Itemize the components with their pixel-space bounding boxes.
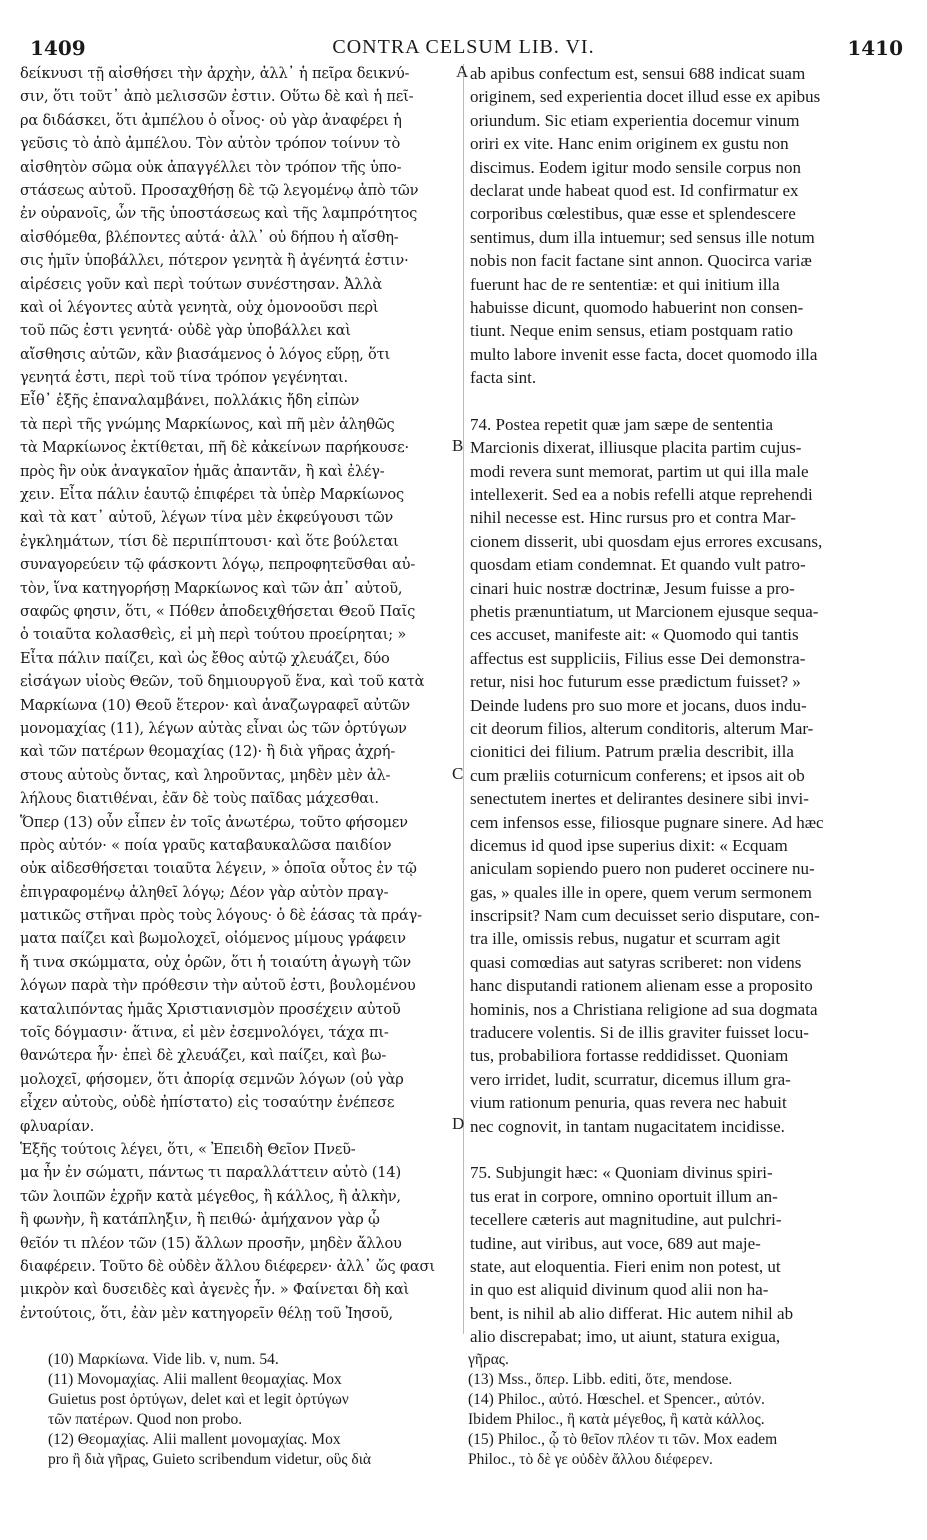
section-marker-c: C [452,764,464,783]
greek-text-line: ρα διδάσκει, ὅτι ἀμπέλου ὁ οἶνος· οὐ γὰρ ἀναφέρει ἡ [20,111,402,129]
footnote-line: (14) Philoc., αὐτό. Hœschel. et Spencer., αὐτόν. [468,1391,765,1408]
latin-text-line: in quo est aliquid divinum quod alii non ha- [470,1280,769,1300]
section-marker-b: B [452,436,464,455]
greek-text-line: θανώτερα ἦν· ἐπεὶ δὲ χλευάζει, καὶ παίζει, καὶ βω- [20,1047,387,1065]
latin-text-line: tra ille, omissis rebus, nugatur et scurram agit [470,929,781,949]
greek-text-line: εἰσάγων υἱοὺς Θεῶν, τοῦ δημιουργοῦ ἕνα, καὶ τοῦ κατὰ [20,673,425,691]
paragraph-gap [470,1138,910,1161]
greek-column [20,62,458,1325]
column-divider [463,64,464,1334]
greek-text-line: τῶν λοιπῶν ἐχρῆν κατὰ μέγεθος, ἢ κάλλος, ἢ ἀλκὴν, [20,1187,401,1205]
latin-text-line: quosdam etiam condemnat. Et quando vult patro- [470,555,806,575]
latin-column [470,62,910,1348]
greek-text-line: μολοχεῖ, φήσομεν, ὅτι ἀπορίᾳ σεμνῶν λόγων (οὐ γὰρ [20,1070,404,1088]
footnote-line: (11) Μονομαχίας. Alii mallent θεομαχίας. Mox [48,1371,342,1388]
latin-text-line: cum præliis coturnicum conferens; et ipsos ait ob [470,765,805,785]
greek-text-line: ἐπιγραφομένῳ ἀληθεῖ λόγῳ; Δέον γὰρ αὐτὸν πραγ- [20,883,389,901]
greek-text-line: τὰ Μαρκίωνος ἐκτίθεται, πῆ δὲ κἀκείνων παρήκουσε· [20,439,409,457]
running-title: CONTRA CELSUM LIB. VI. [332,36,595,58]
greek-text-line: σις ἡμῖν ὑποβάλλει, πότερον γενητὰ ἢ ἀγένητά ἐστιν· [20,252,409,270]
footnote-line: (10) Μαρκίωνα. Vide lib. v, num. 54. [48,1351,279,1368]
greek-text-line: αἰσθόμεθα, βλέποντες αὐτά· ἀλλ᾽ οὐ δήπου ἡ αἴσθη- [20,228,399,246]
greek-text-line: Εἶθ᾽ ἑξῆς ἐπαναλαμβάνει, πολλάκις ἤδη εἰπὼν [20,392,360,410]
greek-text-line: καταλιπόντας ἡμᾶς Χριστιανισμὸν προσέχειν αὐτοῦ [20,1000,401,1018]
latin-text-line: oriundum. Sic etiam experientia docemur vinum [470,110,800,130]
greek-text-line: καὶ τῶν πατέρων θεομαχίας (12)· ἢ διὰ γῆρας ἀχρή- [20,743,396,761]
latin-text-line: vero irridet, ludit, scurratur, dicemus illum gra- [470,1069,791,1089]
latin-text-line: nobis non facit factane sint annon. Quocirca variæ [470,251,812,271]
paragraph-gap [470,389,910,412]
footnotes-left [48,1350,468,1470]
latin-text-line: traducere volentis. Si de illis graviter fuisset locu- [470,1023,809,1043]
greek-text-line: πρὸς αὐτόν· « ποία γραῦς καταβαυκαλῶσα παιδίον [20,836,392,854]
greek-text-line: μικρὸν καὶ δυσειδὲς καὶ ἀγενὲς ἦν. » Φαίνεται δὴ καὶ [20,1281,410,1299]
latin-text-line: cionem disserit, ubi quosdam ejus errores excusans, [470,531,823,551]
greek-text-line: τοῦ πῶς ἐστι γενητά· οὐδὲ γὰρ ὑποβάλλει καὶ [20,322,351,340]
latin-text-line: quasi comœdias aut satyras scriberet: non videns [470,952,802,972]
latin-text-line: sentimus, dum illa intuemur; sed sensus ille notum [470,227,815,247]
footnote-line: Guietus post ὀρτύγων, delet καὶ et legit ὀρτύγων [48,1391,349,1408]
latin-text-line: inscripsit? Nam cum decuisset serio disputare, con- [470,906,820,926]
greek-text-line: λήλους διατιθέναι, ἐᾶν δὲ τοὺς παῖδας μάχεσθαι. [20,790,379,808]
latin-text-line: tus erat in corpore, omnino oportuit illum an- [470,1186,778,1206]
greek-text-line: ἐν οὐρανοῖς, ὧν τῆς ὑποστάσεως καὶ τῆς λαμπρότητος [20,205,418,223]
greek-text-line: τὸν, ἵνα κατηγορήσῃ Μαρκίωνος καὶ τῶν ἀπ᾽ αὐτοῦ, [20,579,403,597]
footnote-line: (15) Philoc., ᾧ τὸ θεῖον πλέον τι τῶν. Mox eadem [468,1431,778,1448]
latin-text-line: fuerunt hac de re sententiæ: et qui initium illa [470,274,780,294]
latin-text-line: 74. Postea repetit quæ jam sæpe de sententia [470,414,774,434]
latin-text-line: vium rationum penuria, quas revera nec habuit [470,1093,787,1113]
greek-text-line: ὁ τοιαῦτα κολασθεὶς, εἰ μὴ περὶ τούτου προείρηται; » [20,626,407,644]
footnote-line: τῶν πατέρων. Quod non probo. [48,1411,243,1428]
greek-text-line: τὰ περὶ τῆς γνώμης Μαρκίωνος, καὶ πῆ μὲν ἀληθῶς [20,415,395,433]
greek-text-line: μονομαχίας (11), λέγων αὐτὰς εἶναι ὡς τῶν ὀρτύγων [20,719,407,737]
greek-text-line: γενητά ἐστι, περὶ τοῦ τίνα τρόπον γεγένηται. [20,369,348,387]
greek-text-line: καὶ τὰ κατ᾽ αὐτοῦ, λέγων τίνα μὲν ἐκφεύγουσι τῶν [20,509,394,527]
latin-text-line: cinari huic nostræ doctrinæ, Jesum fuisse a pro- [470,578,795,598]
latin-text-line: cit deorum filios, alterum conditoris, alterum Mar- [470,718,814,738]
latin-text-line: tiunt. Neque enim sensus, etiam postquam ratio [470,321,793,341]
latin-text-line: aniculam sopiendo puero non puderet occinere nu- [470,859,815,879]
latin-text-line: ab apibus confectum est, sensui 688 indicat suam [470,64,806,83]
greek-text-line: οὐκ αἰδεσθήσεται τοιαῦτα λέγειν, » ὁποῖα οὗτος ἐν τῷ [20,860,417,878]
latin-text-line: alio discrepabat; imo, ut aiunt, statura exigua, [470,1327,781,1347]
latin-text-line: 75. Subjungit hæc: « Quoniam divinus spiri- [470,1163,773,1183]
latin-text-line: multo labore invenit esse facta, docet quomodo illa [470,344,818,364]
latin-text-line: Deinde ludens pro suo more et jocans, duos indu- [470,695,807,715]
greek-text-line: δείκνυσι τῇ αἰσθήσει τὴν ἀρχὴν, ἀλλ᾽ ἡ πεῖρα δεικνύ- [20,65,410,82]
latin-text-line: hanc disputandi rationem alienam esse a proposito [470,976,813,996]
latin-text-line: hominis, nos a Christiana religione ad sua dogmata [470,999,818,1019]
latin-text-line: corporibus cœlestibus, quæ esse et splendescere [470,204,796,224]
greek-text-line: μα ἦν ἐν σώματι, πάντως τι παραλλάττειν αὐτὸ (14) [20,1164,401,1182]
greek-text-line: εἶχεν αὐτοὺς, οὐδὲ ἠπίστατο) εἰς τοσαύτην ἐνέπεσε [20,1094,395,1112]
latin-text-line: retur, nisi hoc futurum esse prædictum fuisset? » [470,672,801,692]
greek-text-line: συναγορεύειν τῷ φάσκοντι λόγῳ, πεπροφητεῦσθαι αὐ- [20,556,416,574]
footnote-line: γῆρας. [468,1351,509,1368]
greek-text-line: αἰσθητὸν σῶμα οὐκ ἀπαγγέλλει τὸν τρόπον τῆς ὑπο- [20,158,402,176]
greek-text-line: αἱρέσεις γοῦν καὶ περὶ τούτων συνέστησαν. Ἀλλὰ [20,275,383,293]
greek-text-line: φλυαρίαν. [20,1117,95,1135]
latin-text-line: modi revera sunt memorat, partim ut qui illa male [470,461,809,481]
footnote-line: (13) Mss., ὅπερ. Libb. editi, ὅτε, mendose. [468,1371,733,1388]
latin-text-line: nec cognovit, in tantam nugacitatem incidisse. [470,1116,785,1136]
greek-text-line: γεῦσις τὸ ἀπὸ ἀμπέλου. Τὸν αὐτὸν τρόπον τοίνυν τὸ [20,135,401,153]
greek-text-line: ἢ φωνὴν, ἢ κατάπληξιν, ἢ πειθώ· ἀμήχανον γὰρ ᾧ [20,1211,380,1229]
latin-text-line: bent, is nihil ab alio differat. Hic autem nihil ab [470,1303,794,1323]
latin-text-line: state, aut eloquentia. Fieri enim non potest, ut [470,1256,781,1276]
greek-text-line: Εἶτα πάλιν παίζει, καὶ ὡς ἔθος αὐτῷ χλευάζει, δύο [20,649,390,667]
latin-text-line: dicemus id quod ipse superius dixit: « Ecquam [470,835,788,855]
latin-text-line: oriri ex vite. Hanc enim originem ex gustu non [470,134,789,154]
greek-text-line: σαφῶς φησιν, ὅτι, « Πόθεν ἀποδειχθήσεται Θεοῦ Παῖς [20,602,416,620]
greek-text-line: στάσεως αὐτοῦ. Προσαχθήσῃ δὲ τῷ λεγομένῳ ἀπὸ τῶν [20,181,419,199]
footnote-line: pro ἢ διὰ γῆρας, Guieto scribendum videtur, οὓς διὰ [48,1451,372,1468]
latin-text-line: senectutem inertes et delirantes desinere sibi invi- [470,789,809,809]
latin-text-line: tecellere cæteris aut magnitudine, aut pulchri- [470,1210,782,1230]
greek-text-line: σιν, ὅτι τοῦτ᾽ ἀπὸ μελισσῶν ἐστιν. Οὕτω δὲ καὶ ἡ πεῖ- [20,88,414,106]
footnote-line: Philoc., τὸ δὲ γε οὐδὲν ἄλλου διέφερεν. [468,1451,713,1468]
latin-text-line: discimus. Eodem igitur modo sensile corpus non [470,157,801,177]
greek-text-line: τοῖς δόγμασιν· ἅτινα, εἰ μὲν ἐσεμνολόγει, τάχα πι- [20,1024,389,1042]
greek-text-line: αἴσθησις αὐτῶν, κἂν βιασάμενος ὁ λόγος εὕρῃ, ὅτι [20,345,391,363]
footnote-line: (12) Θεομαχίας. Alii mallent μονομαχίας. Mox [48,1431,341,1448]
latin-text-line: Marcionis dixerat, illiusque placita partim cujus- [470,438,802,458]
latin-text-line: intellexerit. Sed ea a nobis refelli atque reprehendi [470,485,813,505]
latin-text-line: declarat unde habeat quod est. Id confirmatur ex [470,180,799,200]
greek-text-line: λόγων παρὰ τὴν πρόθεσιν τὴν αὐτοῦ ἐστι, βουλομένου [20,977,416,995]
greek-text-line: ματα παίζει καὶ βωμολοχεῖ, οἰόμενος μίμους γράφειν [20,930,406,948]
greek-text-line: ἤ τινα σκώμματα, οὐχ ὁρῶν, ὅτι ἡ τοιαύτη ἀγωγὴ τῶν [20,953,411,971]
latin-text-line: habuisse dicunt, quomodo habuerint non consen- [470,297,804,317]
greek-text-line: χειν. Εἶτα πάλιν ἑαυτῷ ἐπιφέρει τὰ ὑπὲρ Μαρκίωνος [20,486,404,504]
running-header [0,36,927,60]
greek-text-line: στους αὐτοὺς ὄντας, καὶ ληροῦντας, μηδὲν μὲν ἀλ- [20,766,391,784]
greek-text-line: ματικῶς στῆναι πρὸς τοὺς λόγους· ὁ δὲ ἐάσας τὰ πράγ- [20,907,422,925]
latin-text-line: cionitici dei filium. Patrum prælia describit, illa [470,742,794,762]
footnote-line: Ibidem Philoc., ἢ κατὰ μέγεθος, ἢ κατὰ κάλλος. [468,1411,765,1428]
latin-text-line: phetis prænuntiatum, ut Marcionem ejusque sequa- [470,601,819,621]
latin-text-line: nihil necesse est. Hinc rursus pro et contra Mar- [470,508,796,528]
greek-text-line: Μαρκίωνα (10) Θεοῦ ἕτερον· καὶ ἀναζωγραφεῖ αὐτῶν [20,696,410,714]
greek-text-line: καὶ οἱ λέγοντες αὐτὰ γενητὰ, οὐχ ὁμονοοῦσι περὶ [20,298,379,316]
footnotes-right [468,1350,908,1470]
section-marker-a: A [456,62,469,81]
page-number-right: 1410 [847,36,903,60]
latin-text-line: tus, probabiliora fortasse reddidisset. Quoniam [470,1046,789,1066]
page-number-left: 1409 [30,36,86,60]
latin-text-line: originem, sed experientia docet illud esse ex apibus [470,87,821,107]
latin-text-line: ces accuset, manifeste ait: « Quomodo qui tantis [470,625,799,645]
latin-text-line: affectus est suppliciis, Filius esse Dei demonstra- [470,648,806,668]
greek-text-line: ἐντούτοις, ὅτι, ἐὰν μὲν κατηγορεῖν θέλῃ τοῦ Ἰησοῦ, [20,1304,393,1322]
greek-text-line: Ἑξῆς τούτοις λέγει, ὅτι, « Ἐπειδὴ Θεῖον Πνεῦ- [20,1140,356,1158]
latin-text-line: tudine, aut viribus, aut voce, 689 aut maje- [470,1233,761,1253]
latin-text-line: cem infensos esse, filiosque pugnare sinere. Ad hæc [470,812,824,832]
greek-text-line: πρὸς ἣν οὐκ ἀναγκαῖον ἡμᾶς ἀπαντᾶν, ἢ καὶ ἐλέγ- [20,462,385,480]
latin-text-line: facta sint. [470,368,537,388]
latin-text-line: gas, » quales ille in opere, quem verum sermonem [470,882,812,902]
section-marker-d: D [452,1114,465,1133]
greek-text-line: Ὅπερ (13) οὖν εἶπεν ἐν τοῖς ἀνωτέρω, τοῦτο φήσομεν [20,813,408,831]
greek-text-line: θεῖόν τι πλέον τῶν (15) ἄλλων προσῆν, μηδὲν ἄλλου [20,1234,402,1252]
greek-text-line: διαφέρειν. Τοῦτο δὲ οὐδὲν ἄλλου διέφερεν· ἀλλ᾽ ὥς φασι [20,1257,435,1275]
greek-text-line: ἐγκλημάτων, τίσι δὲ περιπίπτουσι· καὶ ὅτε βούλεται [20,532,399,550]
